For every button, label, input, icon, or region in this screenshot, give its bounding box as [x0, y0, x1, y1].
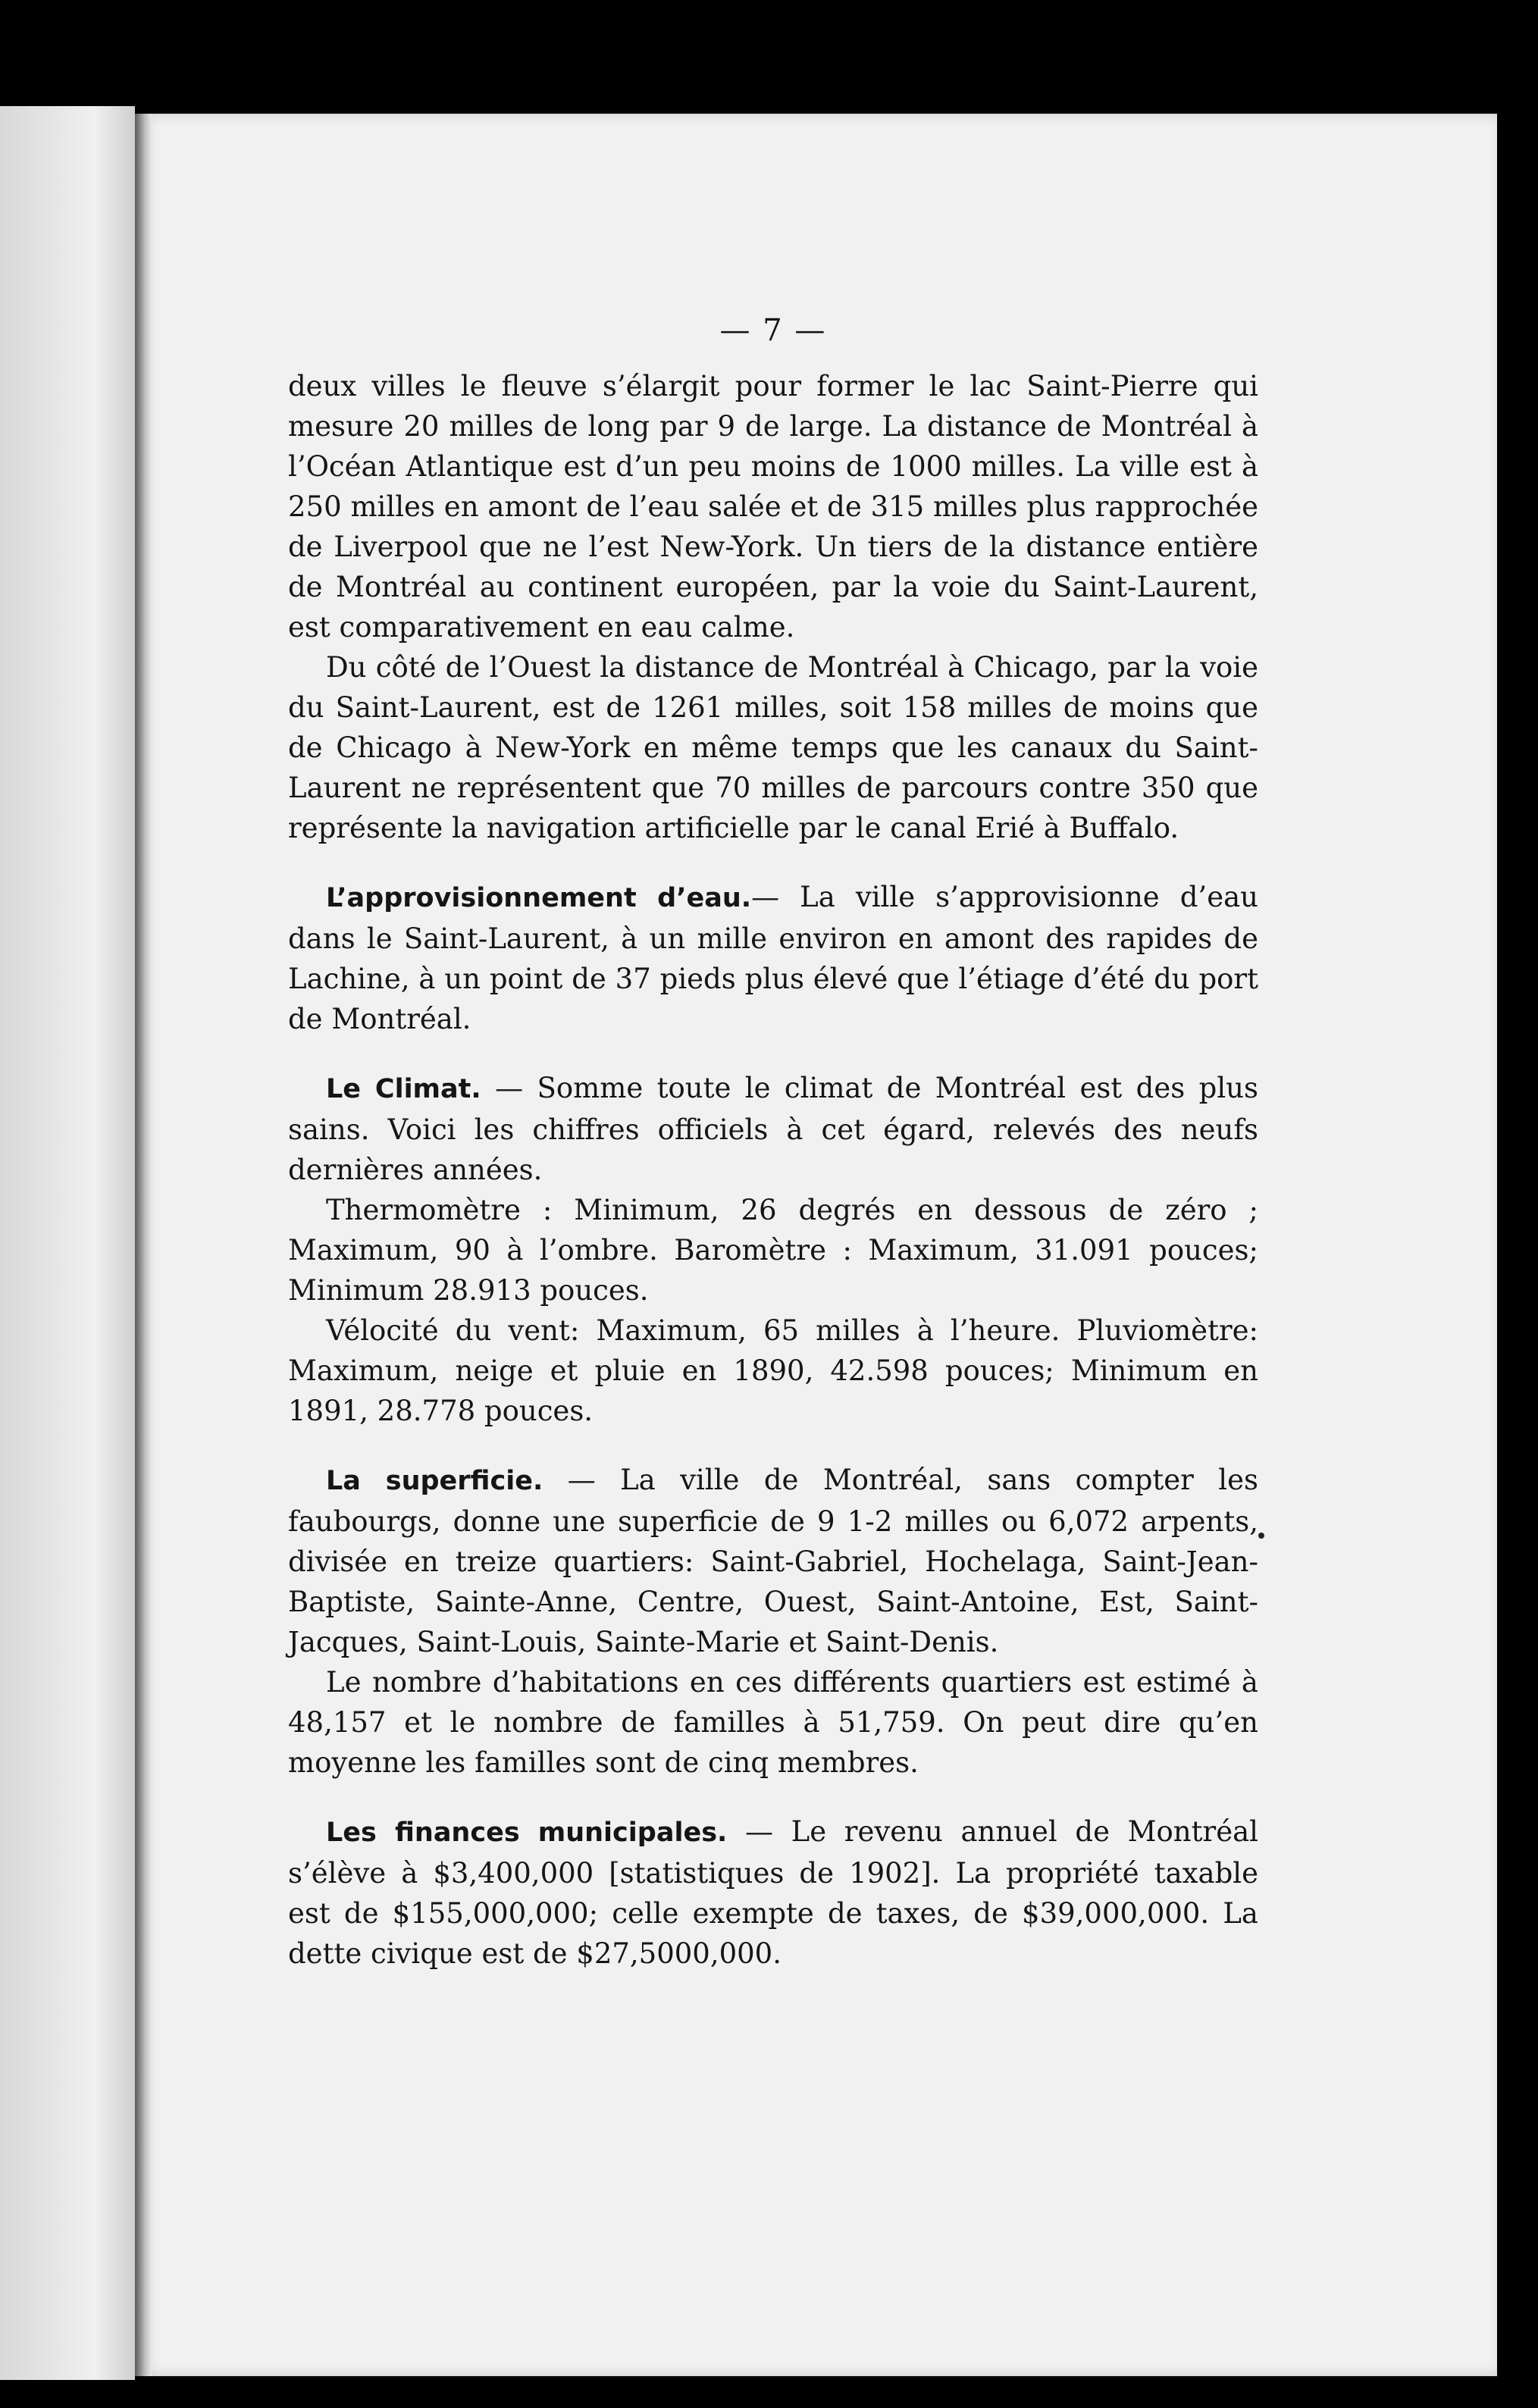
heading-area: La superficie. [326, 1466, 543, 1496]
paragraph-climate [288, 1068, 1258, 1190]
paragraph-distance-atlantic: deux villes le fleuve s’élargit pour former le lac Saint-Pierre qui mesure 20 milles de long par 9 de large. La distance de Montréal à l’Océan Atlantique est d’un peu moins de 1000 milles. La ville est à 250 milles en amont de l’eau salée et de 315 milles plus rapprochée de Liverpool que ne l’est New-York. Un tiers de la distance entière de Montréal au continent européen, par la voie du Saint-Laurent, est comparativement en eau calme. [288, 370, 1258, 643]
page-number: — 7 — [719, 313, 827, 348]
paragraph-thermometer: Thermomètre : Minimum, 26 degrés en dessous de zéro ; Maximum, 90 à l’ombre. Baromètre : Maximum, 31.091 pouces; Minimum 28.913 pouces. [288, 1194, 1258, 1307]
section-climate [288, 1068, 1258, 1431]
section-finances [288, 1811, 1258, 1974]
water-supply-text: — La ville s’approvisionne d’eau dans le Saint-Laurent, à un mille environ en amont des rapides de Lachine, à un point de 37 pieds plus élevé que l’étiage d’été du port de Montréal. [288, 881, 1258, 1035]
paragraph-water-supply [288, 877, 1258, 1039]
section-area [288, 1460, 1258, 1783]
heading-finances: Les finances municipales. [326, 1818, 728, 1848]
paragraph-wind: Vélocité du vent: Maximum, 65 milles à l’heure. Pluviomètre: Maximum, neige et pluie en 1890, 42.598 pouces; Minimum en 1891, 28.778 pouces. [288, 1314, 1258, 1427]
heading-water-supply: L’approvisionnement d’eau. [326, 883, 752, 913]
paragraph-finances [288, 1811, 1258, 1974]
paragraph-area [288, 1460, 1258, 1662]
heading-climate: Le Climat. [326, 1074, 481, 1104]
section-water-supply [288, 877, 1258, 1039]
climate-text: — Somme toute le climat de Montréal est des plus sains. Voici les chiffres officiels à cet égard, relevés des neufs dernières années. [288, 1072, 1258, 1186]
paragraph-distance-chicago: Du côté de l’Ouest la distance de Montréal à Chicago, par la voie du Saint-Laurent, est de 1261 milles, soit 158 milles de moins que de Chicago à New-York en même temps que les canaux du Saint-Laurent ne représentent que 70 milles de parcours contre 350 que représente la navigation artificielle par le canal Erié à Buffalo. [288, 651, 1258, 844]
facing-page-edge [0, 106, 135, 2380]
ink-speck [1258, 1533, 1264, 1539]
area-text: — La ville de Montréal, sans compter les faubourgs, donne une superficie de 9 1-2 milles ou 6,072 arpents, divisée en treize quartiers: Saint-Gabriel, Hochelaga, Saint-Jean-Baptiste, Sainte-Anne, Centre, Ouest, Saint-Antoine, Est, Saint-Jacques, Saint-Louis, Sainte-Marie et Saint-Denis. [288, 1464, 1258, 1658]
paragraph-dwellings: Le nombre d’habitations en ces différents quartiers est estimé à 48,157 et le nombre de familles à 51,759. On peut dire qu’en moyenne les familles sont de cinq membres. [288, 1666, 1258, 1779]
page-gutter-shadow [135, 114, 152, 2376]
page-text [288, 311, 1258, 1974]
finances-text: — Le revenu annuel de Montréal s’élève à $3,400,000 [statistiques de 1902]. La propriété taxable est de $155,000,000; celle exempte de taxes, de $39,000,000. La dette civique est de $27,5000,000. [288, 1815, 1258, 1970]
